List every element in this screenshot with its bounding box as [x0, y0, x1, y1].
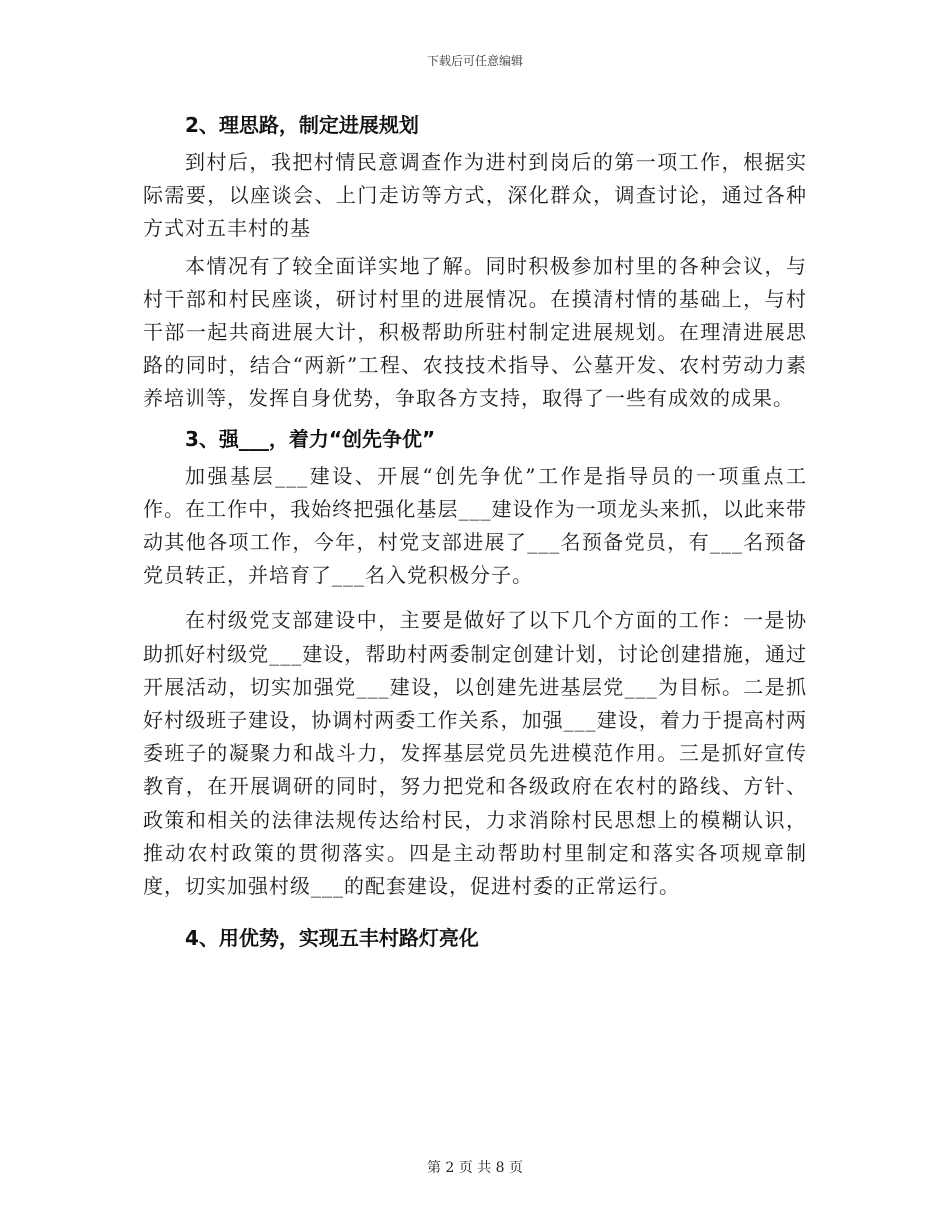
page-footer: 第 2 页 共 8 页	[426, 1160, 524, 1176]
paragraph-2b: 本情况有了较全面详实地了解。同时积极参加村里的各种会议，与村干部和村民座谈，研讨村里的进展情况。在摸清村情的基础上，与村干部一起共商进展大计，积极帮助所驻村制定进展规划。在理清进展思路的同时，结合“两新”工程、农技技术指导、公墓开发、农村劳动力素养培训等，发挥自身优势，争取各方支持，取得了一些有成效的成果。	[143, 253, 807, 411]
section-heading-4: 4、用优势，实现五丰村路灯亮化	[185, 926, 479, 951]
section-heading-3: 3、强___，着力“创先争优”	[185, 426, 436, 451]
paragraph-3a: 加强基层___建设、开展“创先争优”工作是指导员的一项重点工作。在工作中，我始终把强化基层___建设作为一项龙头来抓，以此来带动其他各项工作，今年，村党支部进展了___名预备党员，有___名预备党员转正，并培育了___名入党积极分子。	[143, 463, 807, 588]
document-body	[143, 108, 807, 955]
page-header: 下载后可任意编辑	[426, 54, 523, 68]
paragraph-3b: 在村级党支部建设中，主要是做好了以下几个方面的工作：一是协助抓好村级党___建设，帮助村两委制定创建计划，讨论创建措施，通过开展活动，切实加强党___建设，以创建先进基层党___为目标。二是抓好村级班子建设，协调村两委工作关系，加强___建设，着力于提高村两委班子的凝聚力和战斗力，发挥基层党员先进模范作用。三是抓好宣传教育，在开展调研的同时，努力把党和各级政府在农村的路线、方针、政策和相关的法律法规传达给村民，力求消除村民思想上的模糊认识，推动农村政策的贯彻落实。四是主动帮助村里制定和落实各项规章制度，切实加强村级___的配套建设，促进村委的正常运行。	[143, 608, 807, 899]
paragraph-2a: 到村后，我把村情民意调查作为进村到岗后的第一项工作，根据实际需要，以座谈会、上门走访等方式，深化群众，调查讨论，通过各种方式对五丰村的基	[143, 150, 807, 241]
section-heading-2: 2、理思路，制定进展规划	[185, 113, 419, 137]
